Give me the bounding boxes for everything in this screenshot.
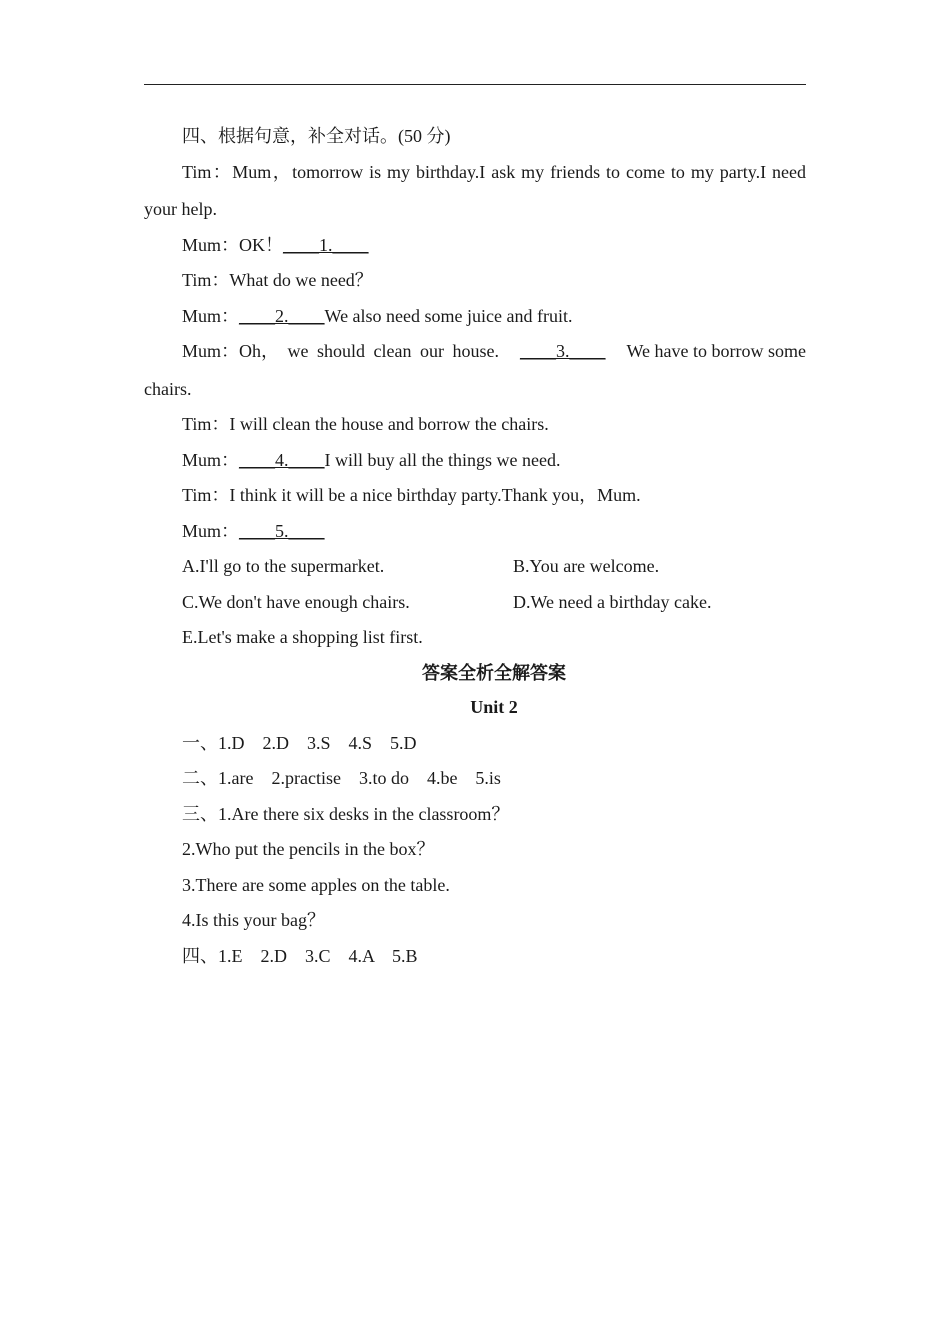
dialogue-text: We also need some juice and fruit. xyxy=(324,306,573,326)
dialogue-text: I will buy all the things we need. xyxy=(324,450,561,470)
option-d: D.We need a birthday cake. xyxy=(513,592,712,612)
answer-line: 2.Who put the pencils in the box？ xyxy=(182,839,435,859)
option-e: E.Let's make a shopping list first. xyxy=(182,627,423,647)
answer-line: 三、1.Are there six desks in the classroom？ xyxy=(182,804,510,824)
dialogue-line xyxy=(182,448,560,472)
dialogue-text: We have to borrow some xyxy=(626,341,806,361)
answer-line: 二、1.are 2.practise 3.to do 4.be 5.is xyxy=(182,768,501,788)
answer-line: 4.Is this your bag？ xyxy=(182,910,325,930)
option-c: C.We don't have enough chairs. xyxy=(182,592,410,612)
section-heading: 四、根据句意，补全对话。(50 分) xyxy=(182,126,451,146)
speaker-text: Mum： xyxy=(182,306,240,326)
dialogue-line: Tim：Mum，tomorrow is my birthday.I ask my friends to come to my party.I need xyxy=(182,162,806,182)
dialogue-line: Tim：What do we need？ xyxy=(182,270,373,290)
speaker-text: Mum： xyxy=(182,450,240,470)
header-rule xyxy=(144,84,806,85)
speaker-text: Mum：Oh， we should clean our house. xyxy=(182,341,499,361)
speaker-text: Mum：OK！ xyxy=(182,235,284,255)
answer-blank: ____5.____ xyxy=(239,521,325,541)
dialogue-line xyxy=(182,339,806,363)
dialogue-line xyxy=(182,233,369,257)
dialogue-line-continuation: your help. xyxy=(144,199,217,219)
answers-title: 答案全析全解答案 xyxy=(422,663,566,683)
dialogue-line-continuation: chairs. xyxy=(144,379,192,399)
unit-title: Unit 2 xyxy=(470,697,518,717)
speaker-text: Mum： xyxy=(182,521,240,541)
dialogue-line: Tim：I will clean the house and borrow the chairs. xyxy=(182,414,549,434)
answer-line: 3.There are some apples on the table. xyxy=(182,875,450,895)
option-a: A.I'll go to the supermarket. xyxy=(182,556,385,576)
options-row xyxy=(182,554,782,578)
answer-blank: ____1.____ xyxy=(283,235,369,255)
options-row xyxy=(182,590,782,614)
option-b: B.You are welcome. xyxy=(513,556,660,576)
answer-line: 四、1.E 2.D 3.C 4.A 5.B xyxy=(182,946,418,966)
answer-blank: ____2.____ xyxy=(239,306,325,326)
dialogue-line xyxy=(182,519,325,543)
answer-blank: ____4.____ xyxy=(239,450,325,470)
dialogue-line: Tim：I think it will be a nice birthday party.Thank you，Mum. xyxy=(182,485,641,505)
answer-line: 一、1.D 2.D 3.S 4.S 5.D xyxy=(182,733,417,753)
dialogue-line xyxy=(182,304,572,328)
answer-blank: ____3.____ xyxy=(519,341,606,361)
